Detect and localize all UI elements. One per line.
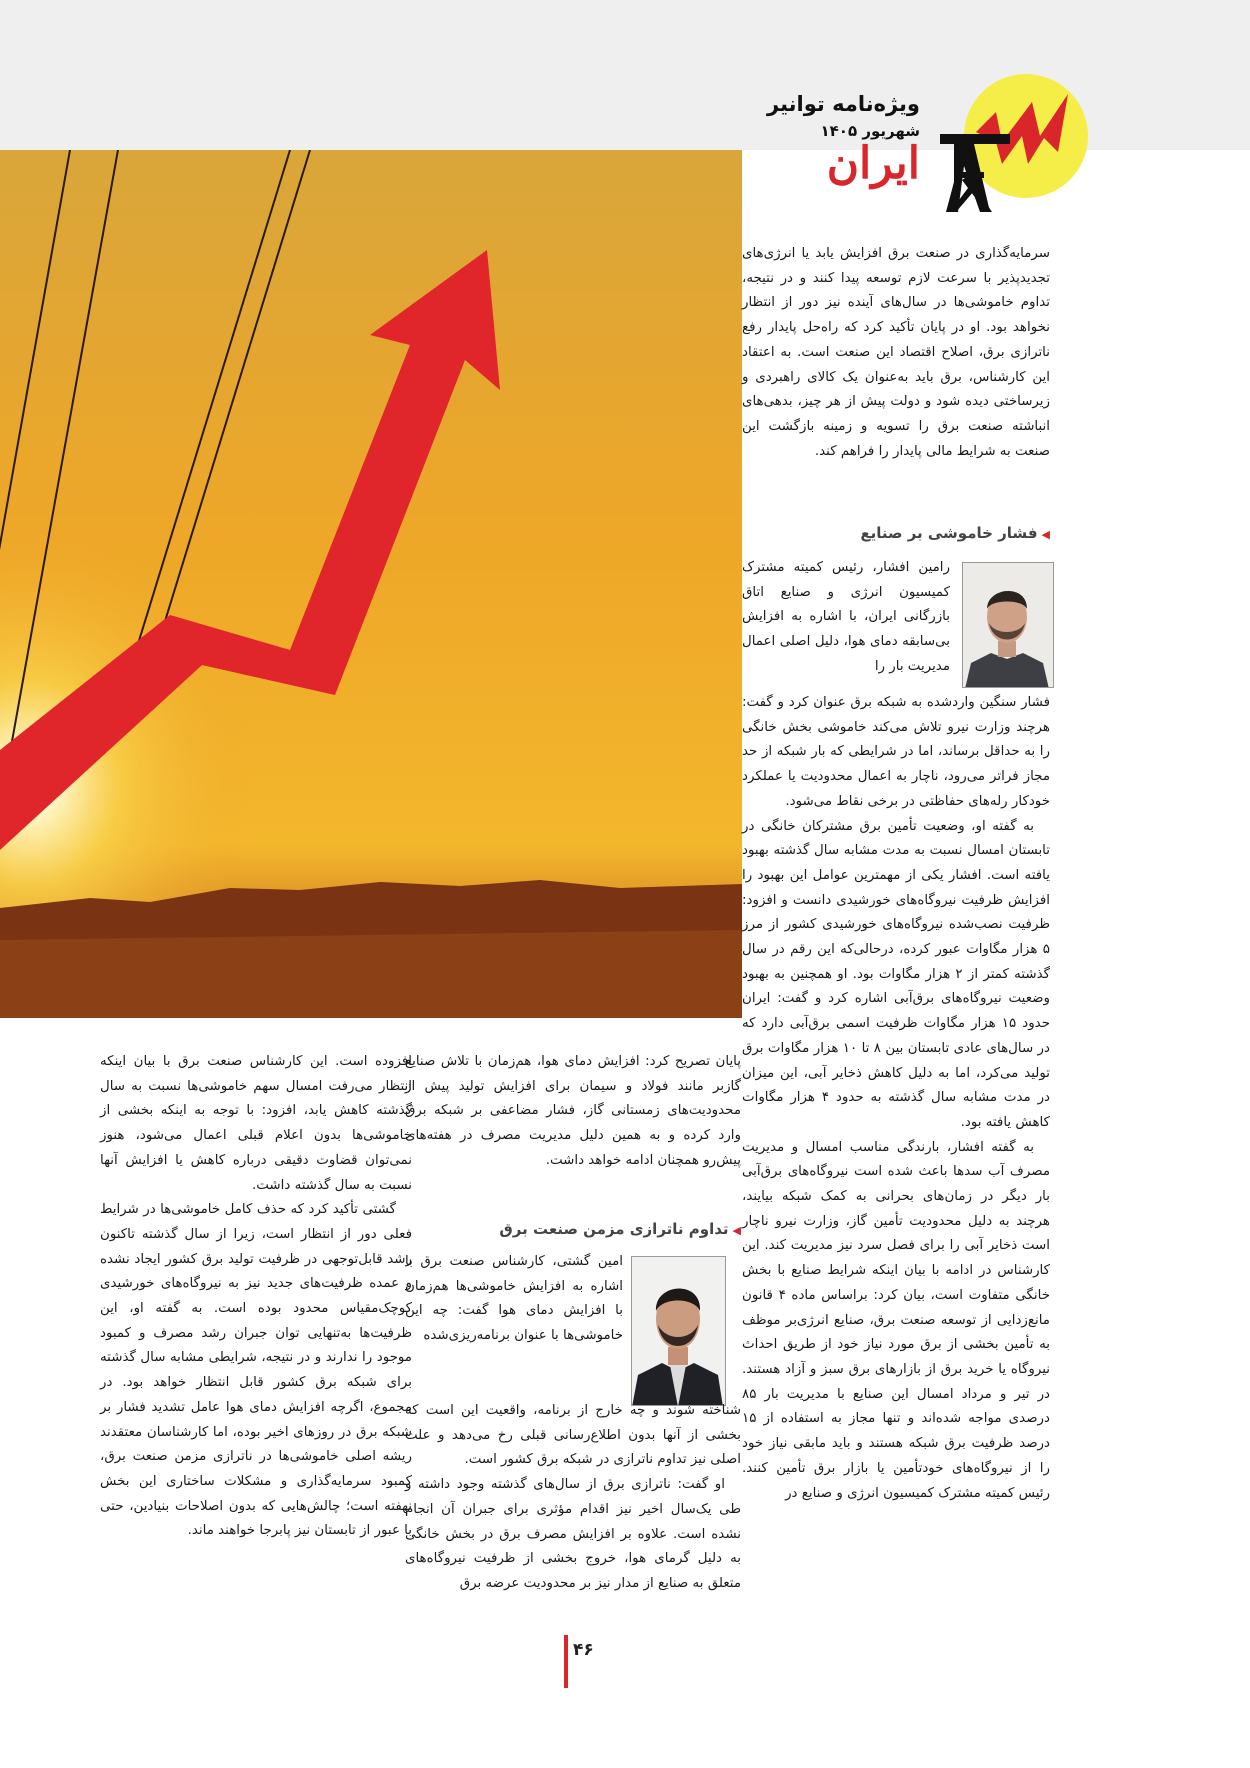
article-intro (742, 242, 1050, 464)
section1-body (742, 691, 1050, 1506)
newspaper-name: ایران (826, 138, 920, 189)
column-left (100, 1050, 412, 1544)
rising-arrow-over-sunset-icon (0, 150, 742, 1018)
article-paragraph: امین گشتی، کارشناس صنعت برق با اشاره به افزایش خاموشی‌ها هم‌زمان با افزایش دمای هوا گفت: چه این خاموشی‌ها با عنوان برنامه‌ریزی‌شده (405, 1254, 623, 1344)
article-paragraph: پایان تصریح کرد: افزایش دمای هوا، هم‌زمان با تلاش صنایع گازبر مانند فولاد و سیمان برای افزایش تولید پیش از محدودیت‌های زمستانی گاز، فشار مضاعفی بر شبکه برق وارد کرده و به همین دلیل مدیریت مصرف در هفته‌های پیش‌رو همچنان ادامه خواهد داشت. (405, 1054, 741, 1168)
article-paragraph: رامین افشار، رئیس کمیته مشترک کمیسیون انرژی و صنایع اتاق بازرگانی ایران، با اشاره به افزایش بی‌سابقه دمای هوا، دلیل اصلی اعمال مدیریت بار را (742, 560, 950, 674)
section-heading (405, 1220, 741, 1238)
person-portrait-icon (631, 1257, 725, 1406)
issue-date: شهریور ۱۴۰۵ (820, 122, 920, 140)
bullet-icon: ◀ (1041, 528, 1050, 541)
interviewee-portrait (962, 562, 1054, 688)
section2-body (405, 1399, 741, 1597)
article-paragraph: به گفته او، وضعیت تأمین برق مشترکان خانگی در تابستان امسال نسبت به مدت مشابه سال گذشته بهبود یافته است. افشار یکی از مهمترین عوامل این بهبود را افزایش ظرفیت نیروگاه‌های خورشیدی دانست و افزود: ظرفیت نصب‌شده نیروگاه‌های خورشیدی کشور از مرز ۵ هزار مگاوات عبور کرده، درحالی‌که این رقم در سال گذشته کمتر از ۲ هزار مگاوات بود. او همچنین به بهبود وضعیت نیروگاه‌های برق‌آبی اشاره کرد و گفت: ایران حدود ۱۵ هزار مگاوات ظرفیت اسمی برق‌آبی دارد که در سال‌های عادی تابستان بین ۸ تا ۱۰ هزار مگاوات برق تولید می‌کرد، اما به دلیل کاهش ذخایر آبی، این میزان در مدت مشابه سال گذشته به حدود ۴ هزار مگاوات کاهش یافته بود. (742, 818, 1050, 1130)
column-middle-top (405, 1050, 741, 1174)
section1-intro (742, 556, 950, 680)
article-paragraph: او گفت: ناترازی برق از سال‌های گذشته وجود داشته و طی یک‌سال اخیر نیز اقدام مؤثری برای جبران آن انجام نشده است. علاوه بر افزایش مصرف برق در بخش خانگی به دلیل گرمای هوا، خروج بخشی از ظرفیت نیروگاه‌های متعلق به صنایع از مدار نیز بر محدودیت عرضه برق (405, 1477, 741, 1591)
tavanir-logo-icon (940, 72, 1100, 217)
section-heading (742, 524, 1050, 542)
section2-intro (405, 1250, 623, 1349)
article-paragraph: به گفته افشار، بارندگی مناسب امسال و مدیریت مصرف آب سدها باعث شده است نیروگاه‌های برق‌آبی بار دیگر در زمان‌های بحرانی به کمک شبکه بیایند، هرچند به دلیل محدودیت تأمین گاز، وزارت نیرو ناچار است ذخایر آبی را برای فصل سرد نیز مدیریت کند. این کارشناس در ادامه با بیان اینکه شرایط صنایع با بخش خانگی متفاوت است، بیان کرد: براساس ماده ۴ قانون مانع‌زدایی از توسعه صنعت برق، صنایع انرژی‌بر موظف به تأمین بخشی از برق مورد نیاز خود از طریق احداث نیروگاه یا خرید برق از بازارهای برق سبز و آزاد هستند. در تیر و مرداد امسال این صنایع با مدیریت بار ۸۵ درصدی مواجه شده‌اند و تنها مجاز به استفاده از ۱۵ درصد ظرفیت برق شبکه هستند و باید مابقی نیاز خود را از نیروگاه‌های خودتأمین یا بازار برق تأمین کنند. رئیس کمیته مشترک کمیسیون انرژی و صنایع در (742, 1139, 1050, 1501)
article-paragraph: سرمایه‌گذاری در صنعت برق افزایش یابد یا انرژی‌های تجدیدپذیر با سرعت لازم توسعه پیدا کنند و در نتیجه، تداوم خاموشی‌ها در سال‌های آینده نیز دور از انتظار نخواهد بود. او در پایان تأکید کرد که راه‌حل پایدار رفع ناترازی برق، اصلاح اقتصاد این صنعت است. به اعتقاد این کارشناس، برق باید به‌عنوان یک کالای راهبردی و زیرساختی دیده شود و دولت پیش از هر چیز، بدهی‌های انباشته صنعت برق را تسویه و زمینه بازگشت این صنعت به شرایط مالی پایدار را فراهم کند. (742, 246, 1050, 459)
supplement-title: ویژه‌نامه توانیر (767, 92, 920, 116)
section-heading-text: تداوم ناترازی مزمن صنعت برق (499, 1220, 729, 1238)
article-paragraph: افزوده است. این کارشناس صنعت برق با بیان اینکه انتظار می‌رفت امسال سهم خاموشی‌ها نسبت به سال گذشته کاهش یابد، افزود: با توجه به اینکه بخشی از خاموشی‌ها بدون اعلام قبلی اعمال می‌شود، هنوز نمی‌توان قضاوت دقیقی درباره کاهش یا افزایش آنها نسبت به سال گذشته داشت. (100, 1054, 412, 1193)
page-number-marker (564, 1635, 568, 1688)
interviewee-portrait (631, 1256, 726, 1406)
article-paragraph: شناخته شوند و چه خارج از برنامه، واقعیت این است که بخشی از آنها بدون اطلاع‌رسانی قبلی رخ می‌دهد و علت اصلی نیز تداوم ناترازی در شبکه برق کشور است. (405, 1403, 741, 1468)
article-paragraph: فشار سنگین واردشده به شبکه برق عنوان کرد و گفت: هرچند وزارت نیرو تلاش می‌کند خاموشی بخش خانگی را به حداقل برساند، اما در شرایطی که بار شبکه از حد مجاز فراتر می‌رود، ناچار به اعمال محدودیت یا عملکرد خودکار رله‌های حفاظتی در برخی نقاط می‌شود. (742, 695, 1050, 809)
section-heading-text: فشار خاموشی بر صنایع (860, 524, 1038, 542)
bullet-icon: ◀ (732, 1224, 741, 1237)
person-portrait-icon (962, 563, 1053, 688)
rising-arrow-photo (0, 150, 742, 1018)
page-number: ۴۶ (573, 1640, 594, 1660)
article-paragraph: گشتی تأکید کرد که حذف کامل خاموشی‌ها در شرایط فعلی دور از انتظار است، زیرا از سال گذشته تاکنون رشد قابل‌توجهی در ظرفیت تولید برق کشور ایجاد نشده و عمده ظرفیت‌های جدید نیز به نیروگاه‌های خورشیدی کوچک‌مقیاس محدود بوده است. به گفته او، این ظرفیت‌ها به‌تنهایی توان جبران رشد مصرف و کمبود موجود را ندارند و در نتیجه، شرایطی مشابه سال گذشته برای شبکه برق کشور قابل انتظار خواهد بود. در مجموع، اگرچه افزایش دمای هوا عامل تشدید فشار بر شبکه برق در روزهای اخیر بوده، اما کارشناسان معتقدند ریشه اصلی خاموشی‌ها در ناترازی مزمن صنعت برق، کمبود سرمایه‌گذاری و مشکلات ساختاری این بخش نهفته است؛ چالش‌هایی که بدون اصلاحات بنیادین، حتی با عبور از تابستان نیز پابرجا خواهند ماند. (100, 1202, 412, 1539)
